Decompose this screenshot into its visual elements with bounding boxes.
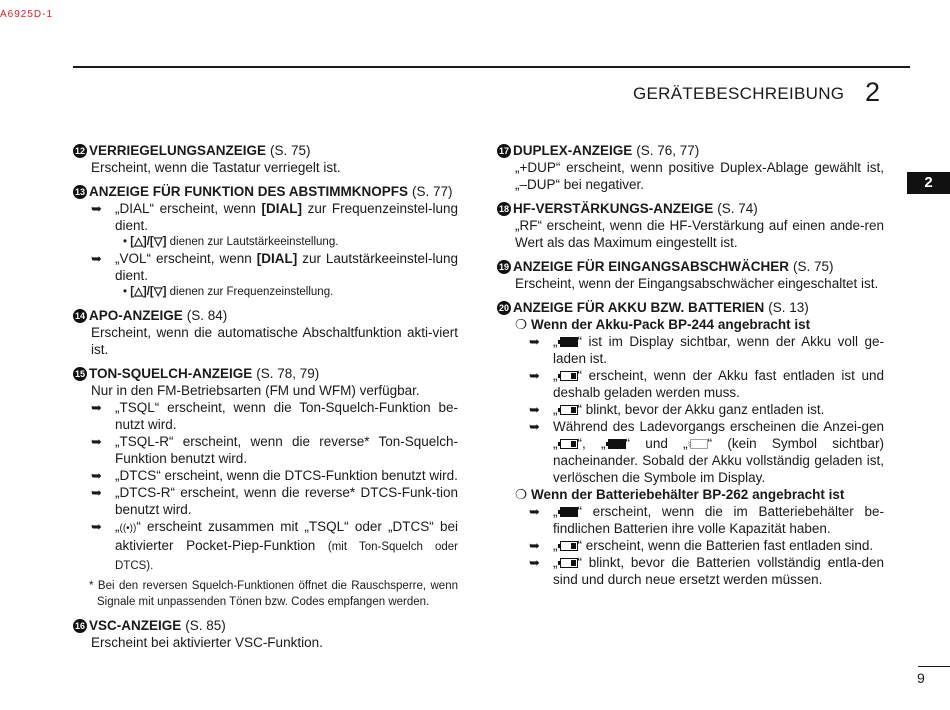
list-item: ➥ „ “ erscheint, wenn die im Batteriebehälter be-findlichen Batterien ihre volle Kapazität haben. <box>529 504 884 536</box>
battery-empty-icon <box>688 438 708 450</box>
section-body: Erscheint, wenn die Tastatur verriegelt ist. <box>91 160 341 175</box>
arrow-icon: ➥ <box>529 402 540 417</box>
page-ref: (S. 75) <box>793 259 834 274</box>
header-rule <box>73 66 910 68</box>
pocket-beep-icon: ((•)) <box>119 523 137 534</box>
section-17 <box>497 142 884 193</box>
section-14 <box>73 307 458 358</box>
section-title: DUPLEX-ANZEIGE <box>513 143 633 158</box>
section-body: Nur in den FM-Betriebsarten (FM und WFM) verfügbar. <box>91 383 420 398</box>
section-19 <box>497 258 884 292</box>
battery-full-icon <box>606 438 626 450</box>
list-item: ➥ „DTCS-R“ erscheint, wenn die reverse* DTCS-Funk-tion benutzt wird. <box>91 485 458 517</box>
section-title: ANZEIGE FÜR FUNKTION DES ABSTIMMKNOPFS <box>89 184 408 199</box>
subsection-heading: ❍ Wenn der Batteriebehälter BP-262 angebracht ist <box>515 487 845 502</box>
item-number-badge: 15 <box>74 368 85 379</box>
arrow-icon: ➥ <box>529 538 540 553</box>
page-ref: (S. 85) <box>185 618 226 633</box>
section-body: Erscheint, wenn die automatische Abschaltfunktion akti-viert ist. <box>91 325 458 357</box>
item-number-badge: 20 <box>498 302 509 313</box>
item-number-badge: 14 <box>74 310 85 321</box>
sub-item: • [△]/[▽] dienen zur Frequenzeinstellung. <box>123 286 334 298</box>
section-15 <box>73 365 458 610</box>
list-item: ➥ „VOL“ erscheint, wenn [DIAL] zur Lautstärkeeinstel-lung dient. <box>91 251 458 283</box>
battery-low-icon <box>558 438 578 450</box>
header-title: GERÄTEBESCHREIBUNG <box>633 84 845 103</box>
arrow-icon: ➥ <box>529 368 540 383</box>
arrow-icon: ➥ <box>529 419 540 434</box>
section-title: APO-ANZEIGE <box>89 308 183 323</box>
section-body: Erscheint bei aktivierter VSC-Funktion. <box>91 635 323 650</box>
section-16 <box>73 617 458 651</box>
list-item: ➥ „ “ erscheint, wenn die Batterien fast entladen sind. <box>529 538 874 553</box>
section-20 <box>497 299 884 588</box>
page-ref: (S. 77) <box>412 184 453 199</box>
left-column <box>73 142 458 658</box>
arrow-icon: ➥ <box>91 434 102 449</box>
page-ref: (S. 78, 79) <box>256 366 320 381</box>
item-number-badge: 12 <box>74 145 85 156</box>
section-title: TON-SQUELCH-ANZEIGE <box>89 366 253 381</box>
arrow-icon: ➥ <box>91 485 102 500</box>
subsection-heading: ❍ Wenn der Akku-Pack BP-244 angebracht ist <box>515 317 811 332</box>
arrow-icon: ➥ <box>529 504 540 519</box>
page-code: A6925D-1 <box>0 10 54 17</box>
arrow-icon: ➥ <box>91 201 102 216</box>
item-number-badge: 16 <box>74 620 85 631</box>
chapter-number: 2 <box>865 77 881 107</box>
sub-item: • [△]/[▽] dienen zur Lautstärkeeinstellung. <box>123 236 339 248</box>
arrow-icon: ➥ <box>91 251 102 266</box>
section-title: ANZEIGE FÜR EINGANGSABSCHWÄCHER <box>513 259 790 274</box>
section-body: „RF“ erscheint, wenn die HF-Verstärkung auf einen ande-ren Wert als das Maximum eingestellt ist. <box>515 218 884 250</box>
page-ref: (S. 84) <box>186 308 228 323</box>
item-number-badge: 17 <box>498 145 509 156</box>
list-item: ➥ „DTCS“ erscheint, wenn die DTCS-Funktion benutzt wird. <box>91 468 458 483</box>
footnote: * Bei den reversen Squelch-Funktionen öffnet die Rauschsperre, wenn Signale mit unpassenden Tönen bzw. Codes empfangen werden. <box>89 580 458 608</box>
page-ref: (S. 75) <box>270 143 311 158</box>
arrow-icon: ➥ <box>91 468 102 483</box>
footer-rule <box>918 666 950 667</box>
section-13 <box>73 183 458 300</box>
arrow-icon: ➥ <box>529 334 540 349</box>
arrow-icon: ➥ <box>91 400 102 415</box>
section-title: HF-VERSTÄRKUNGS-ANZEIGE <box>513 201 714 216</box>
page-ref: (S. 74) <box>717 201 758 216</box>
section-12 <box>73 142 458 176</box>
page-ref: (S. 76, 77) <box>636 143 700 158</box>
page-number: 9 <box>917 670 925 686</box>
list-item: ➥ „TSQL-R“ erscheint, wenn die reverse* Ton-Squelch-Funktion benutzt wird. <box>91 434 458 466</box>
arrow-icon: ➥ <box>529 555 540 570</box>
battery-low-icon <box>558 370 578 382</box>
section-18 <box>497 200 884 251</box>
item-number-badge: 18 <box>498 203 509 214</box>
item-number-badge: 19 <box>498 261 509 272</box>
battery-full-icon <box>558 506 578 518</box>
list-item: ➥ „ “ blinkt, bevor der Akku ganz entladen ist. <box>529 402 825 417</box>
circle-icon: ❍ <box>515 487 528 502</box>
list-item: ➥ „ “ ist im Display sichtbar, wenn der Akku voll ge-laden ist. <box>529 334 884 366</box>
section-title: VSC-ANZEIGE <box>89 618 182 633</box>
right-column <box>497 142 884 595</box>
list-item: ➥ „((•))“ erscheint zusammen mit „TSQL“ oder „DTCS“ bei aktivierter Pocket-Piep-Funktion (mit Ton-Squelch oder DTCS). <box>91 518 458 575</box>
battery-low-icon <box>558 404 578 416</box>
section-title: ANZEIGE FÜR AKKU BZW. BATTERIEN <box>513 300 765 315</box>
section-title: VERRIEGELUNGSANZEIGE <box>89 143 267 158</box>
list-item: ➥ „DIAL“ erscheint, wenn [DIAL] zur Frequenzeinstel-lung dient. <box>91 201 458 233</box>
battery-low-icon <box>558 557 578 569</box>
list-item: ➥ „ “ erscheint, wenn der Akku fast entladen ist und deshalb geladen werden muss. <box>529 368 884 400</box>
chapter-side-tab: 2 <box>907 172 950 194</box>
list-item: ➥ „ “ blinkt, bevor die Batterien vollständig entla-den sind und durch neue ersetzt werden müssen. <box>529 555 884 587</box>
circle-icon: ❍ <box>515 317 528 332</box>
arrow-icon: ➥ <box>91 519 102 534</box>
item-number-badge: 13 <box>74 186 85 197</box>
battery-full-icon <box>558 336 578 348</box>
section-body: „+DUP“ erscheint, wenn positive Duplex-Ablage gewählt ist, „–DUP“ bei negativer. <box>515 160 884 192</box>
section-body: Erscheint, wenn der Eingangsabschwächer eingeschaltet ist. <box>515 276 879 291</box>
list-item: ➥ „TSQL“ erscheint, wenn die Ton-Squelch-Funktion be-nutzt wird. <box>91 400 458 432</box>
page-ref: (S. 13) <box>768 300 809 315</box>
battery-low-icon <box>558 540 578 552</box>
list-item: ➥ Während des Ladevorgangs erscheinen die Anzei-gen „ “, „ “ und „ “ (kein Symbol sichtbar) nacheinander. Sobald der Akku vollständig geladen ist, verlöschen die Symbole im Display. <box>529 419 884 485</box>
